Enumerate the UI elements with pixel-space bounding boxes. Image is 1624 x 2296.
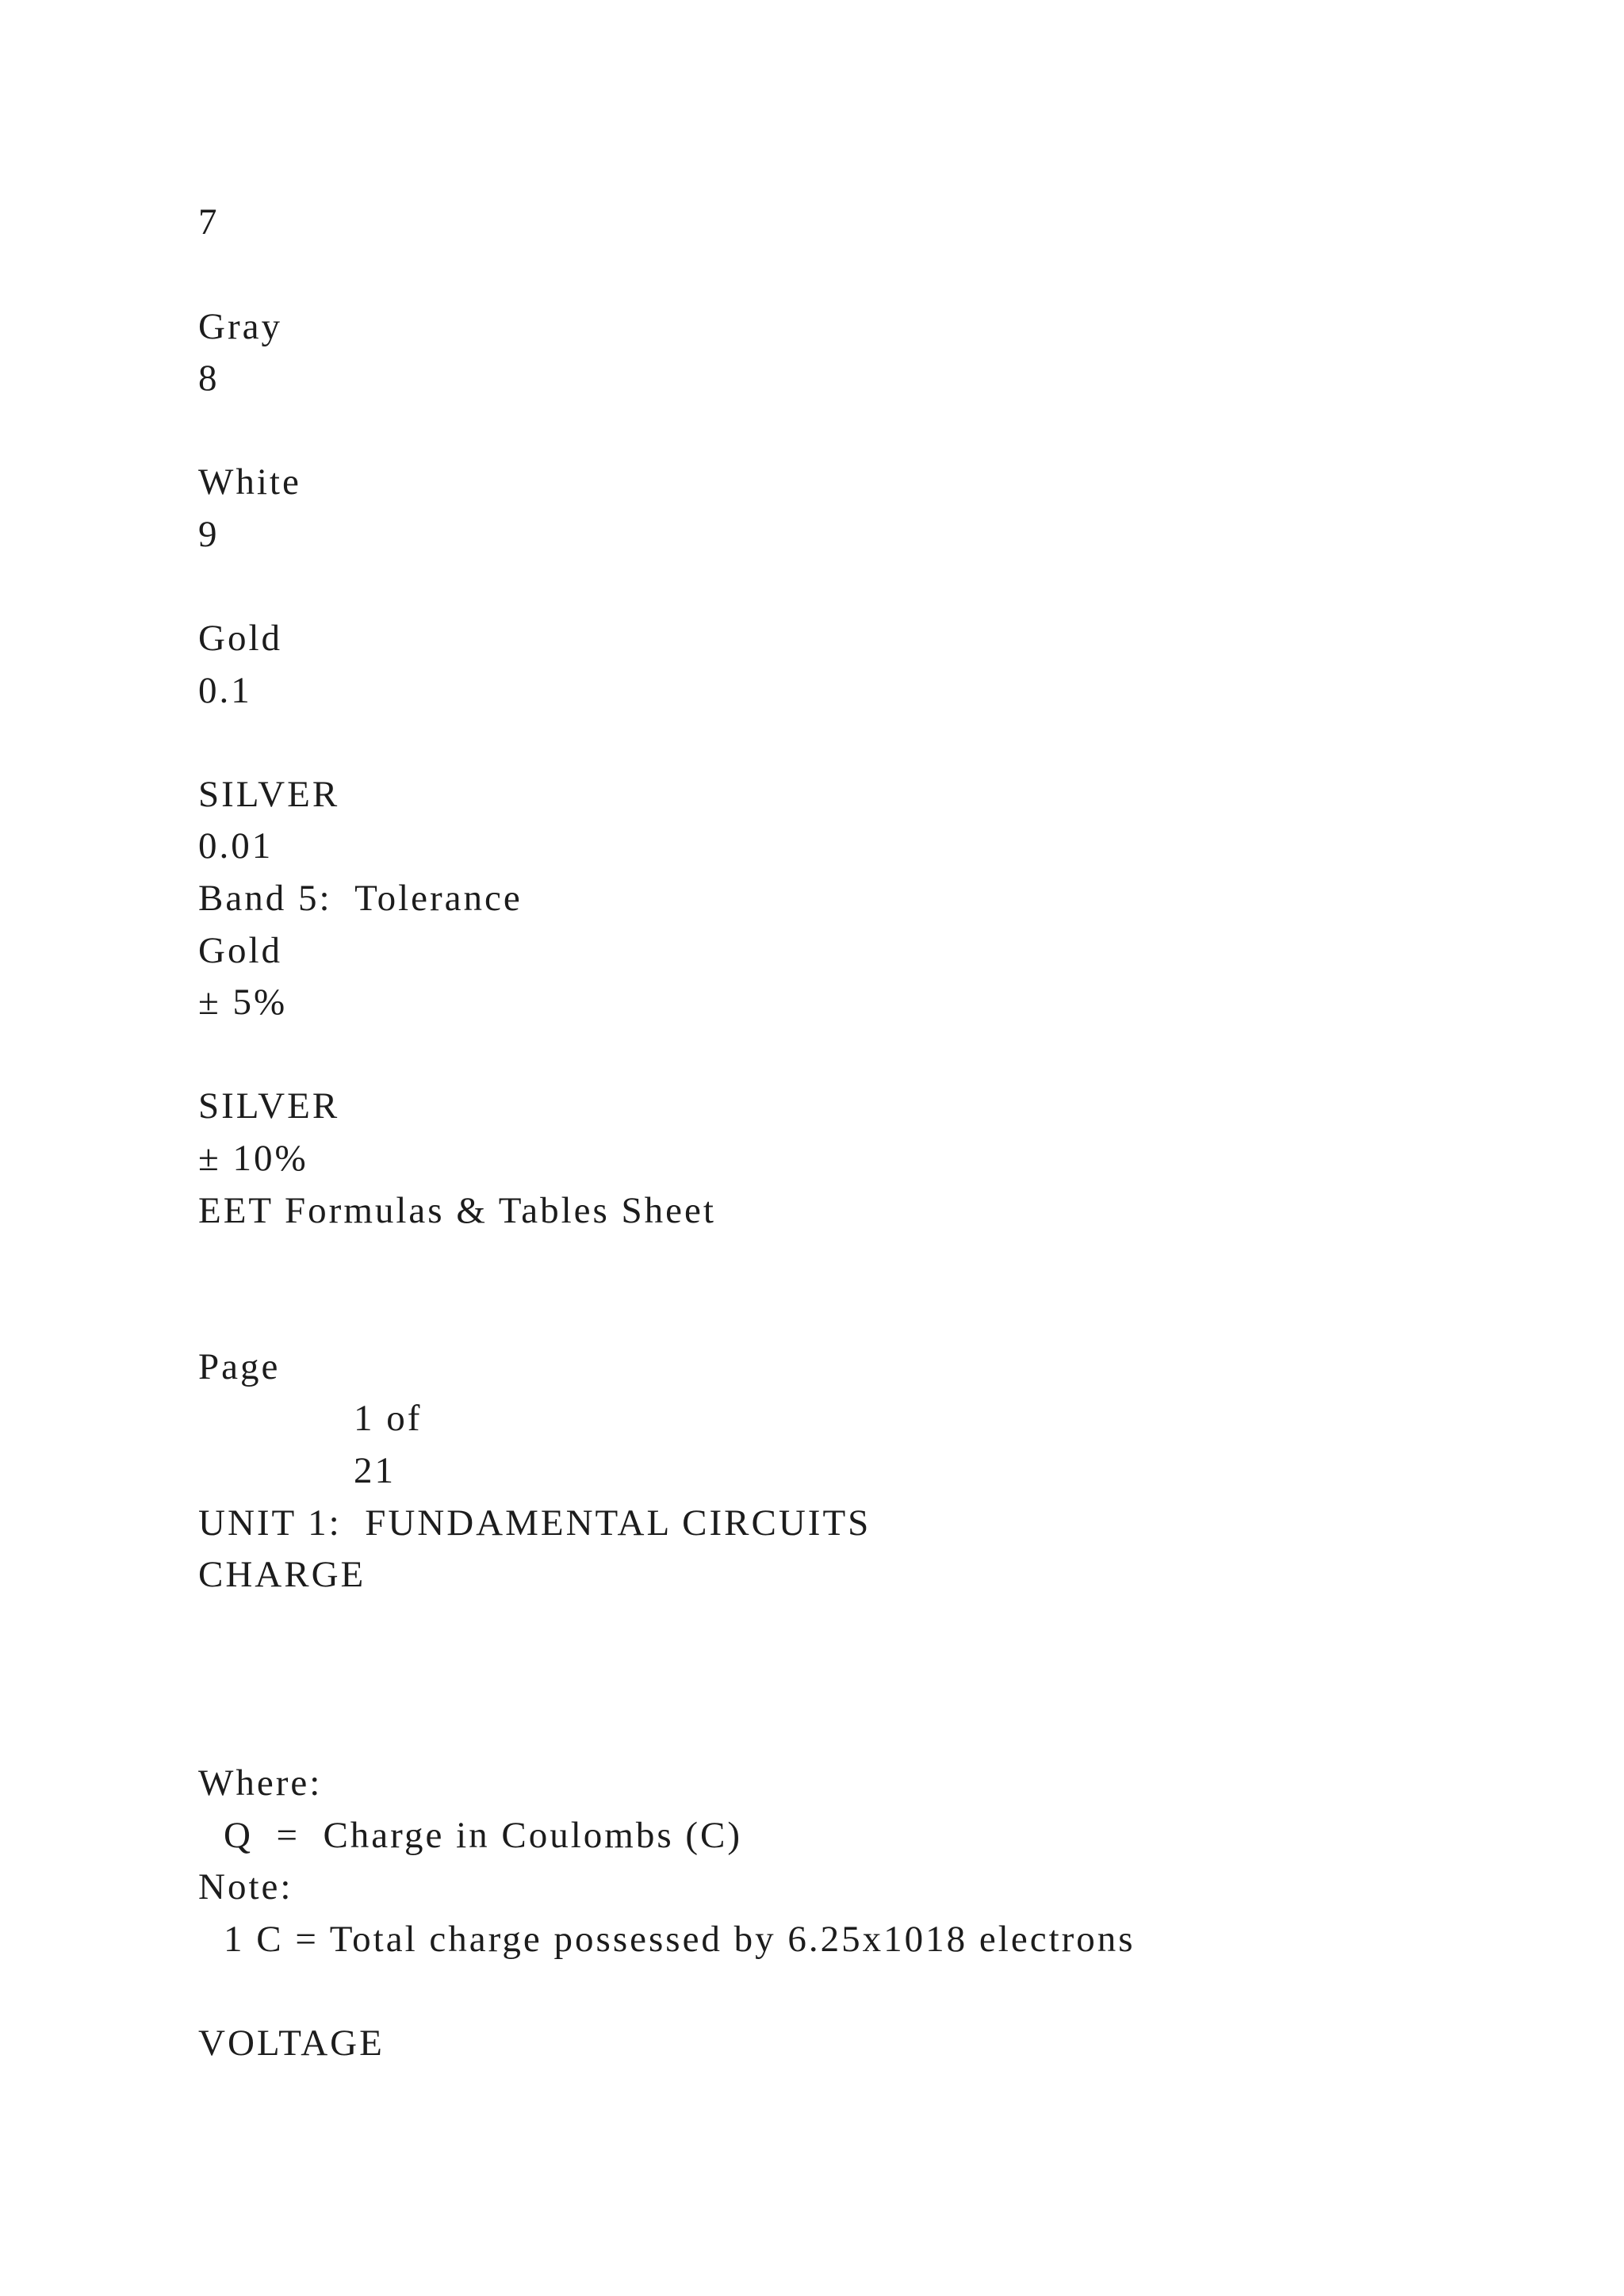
section-heading-charge: CHARGE [198,1554,366,1595]
table-value-silver: 0.01 [198,825,274,867]
section-heading-voltage: VOLTAGE [198,2022,385,2064]
note-text: 1 C = Total charge possessed by 6.25x1018 electrons [224,1919,1136,1960]
table-value-gold: 0.1 [198,670,252,711]
table-color-gray: Gray [198,306,282,347]
table-value-8: 8 [198,358,220,399]
page-total: 21 [354,1450,396,1491]
table-value-7: 7 [198,201,220,243]
unit-title: UNIT 1: FUNDAMENTAL CIRCUITS [198,1502,871,1544]
band5-heading: Band 5: Tolerance [198,878,523,919]
table-value-9: 9 [198,514,220,555]
page-label: Page [198,1346,281,1387]
table-color-white: White [198,461,301,503]
sheet-title: EET Formulas & Tables Sheet [198,1190,716,1231]
table-color-gold: Gold [198,618,282,659]
page-current: 1 of [354,1398,423,1439]
where-label: Where: [198,1762,323,1804]
note-label: Note: [198,1866,293,1908]
tolerance-value-silver: ± 10% [198,1138,308,1179]
tolerance-color-silver: SILVER [198,1085,340,1127]
charge-definition: Q = Charge in Coulombs (C) [224,1815,743,1856]
tolerance-color-gold: Gold [198,930,282,971]
tolerance-value-gold: ± 5% [198,982,288,1023]
table-color-silver: SILVER [198,774,340,815]
